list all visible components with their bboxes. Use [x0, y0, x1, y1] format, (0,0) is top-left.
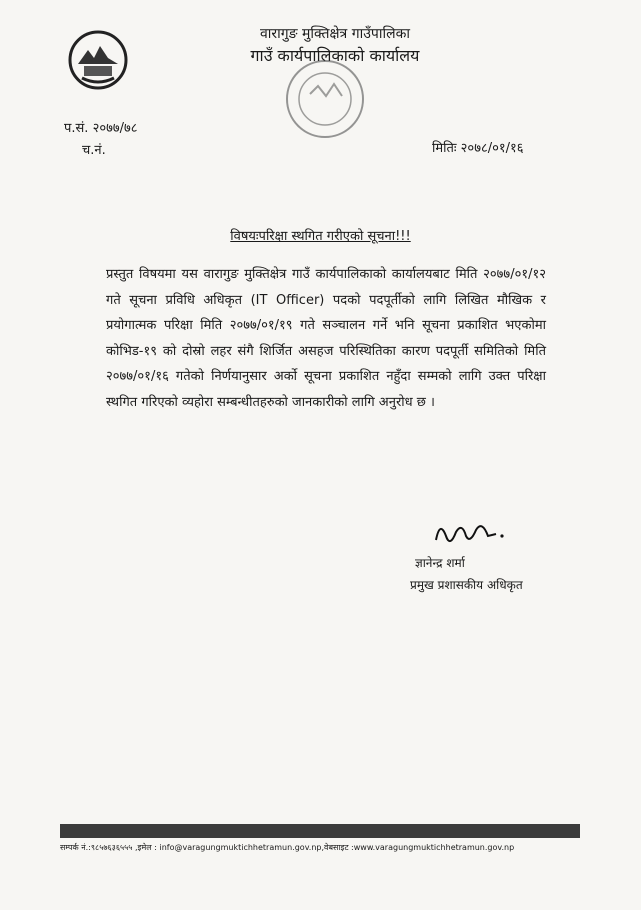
emblem-icon [66, 28, 130, 92]
footer-bar [60, 824, 580, 838]
signer-title: प्रमुख प्रशासकीय अधिकृत [410, 578, 523, 592]
reference-number: प.सं. २०७७/७८ [64, 121, 138, 136]
letter-date: मितिः २०७८/०१/१६ [432, 141, 524, 156]
footer-contact: सम्पर्क नं.:९८५७६३६५५५ ,इमेल : info@varagungmuktichhetramun.gov.np,वेबसाइट :www.varagungmuktichhetramun.gov.np [60, 843, 515, 852]
signer-name: ज्ञानेन्द्र शर्मा [415, 556, 465, 570]
office-stamp [270, 54, 380, 144]
office-name-line1: वारागुङ मुक्तिक्षेत्र गाउँपालिका [260, 26, 410, 42]
dispatch-number: च.नं. [82, 143, 106, 158]
subject-text: विषयःपरिक्षा स्थगित गरीएको सूचना!!! [230, 229, 411, 244]
subject-line [0, 226, 641, 244]
signature-icon [430, 514, 510, 552]
office-name-line2: गाउँ कार्यपालिकाको कार्यालय [250, 46, 420, 65]
notice-body: प्रस्तुत विषयमा यस वारागुङ मुक्तिक्षेत्र गाउँ कार्यपालिकाको कार्यालयबाट मिति २०७७/०१/१२ गते सूचना प्रविधि अधिकृत (IT Officer) पदको पदपूर्तीको लागि लिखित मौखिक र प्रयोगात्मक परिक्षा मिति २०७७/०१/१९ गते सञ्चालन गर्ने भनि सूचना प्रकाशित भएकोमा कोभिड-१९ को दोस्रो लहर संगै शिर्जित असहज परिस्थितिका कारण पदपूर्ती समितिको मिति २०७७/०१/१६ गतेको निर्णयानुसार अर्को सूचना प्रकाशित नहुँदा सम्मको लागि उक्त परिक्षा स्थगित गरिएको व्यहोरा सम्बन्धीतहरुको जानकारीको लागि अनुरोध छ । [106, 267, 546, 410]
